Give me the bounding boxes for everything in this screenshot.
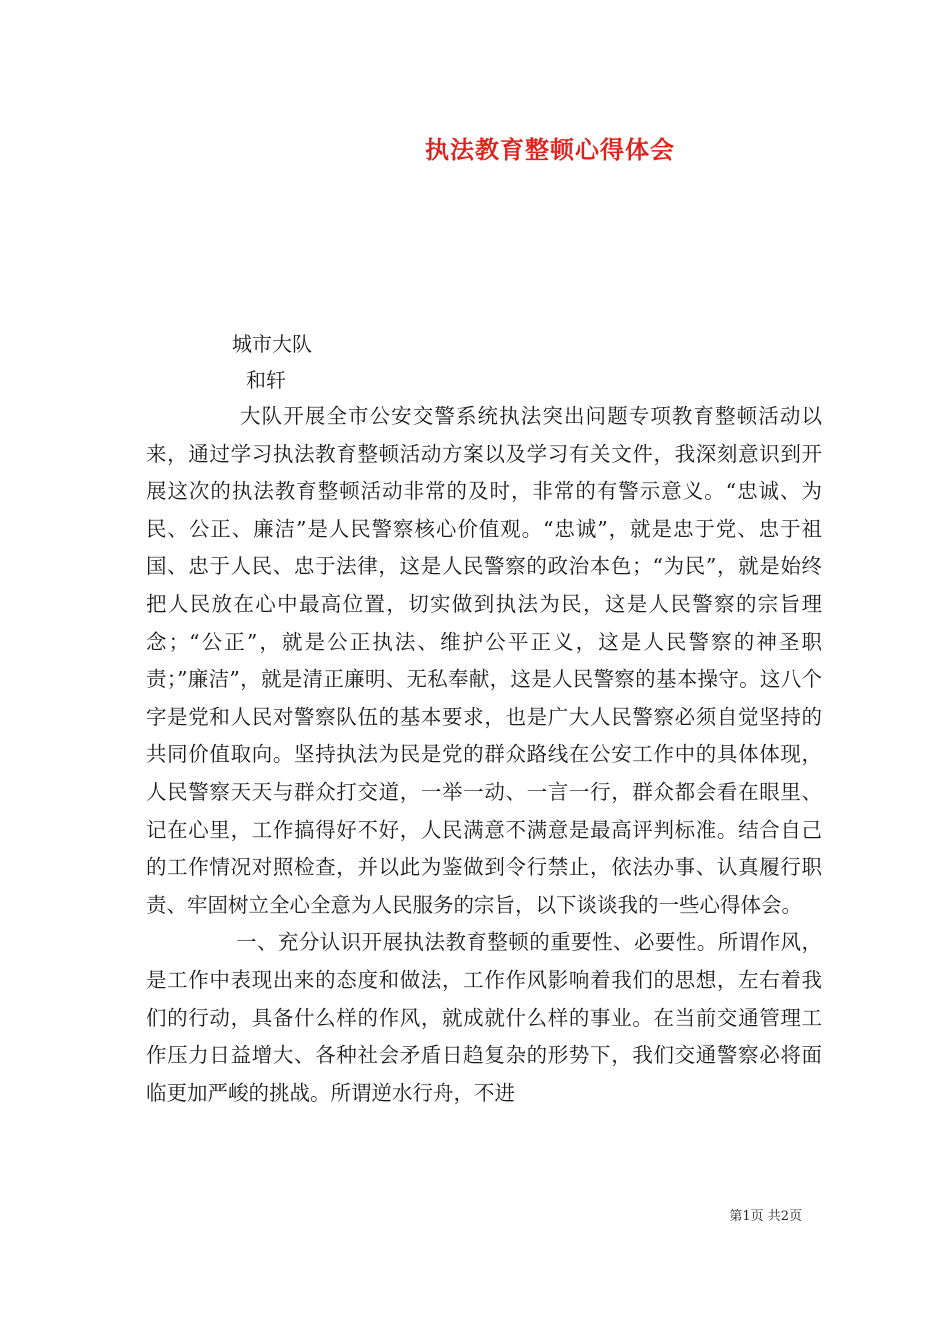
document-body [146,398,822,1112]
body-paragraph: 一、充分认识开展执法教育整顿的重要性、必要性。所谓作风，是工作中表现出来的态度和做法，工作作风影响着我们的思想，左右着我们的行动，具备什么样的作风，就成就什么样的事业。在当前交通管理工作压力日益增大、各种社会矛盾日趋复杂的形势下，我们交通警察必将面临更加严峻的挑战。所谓逆水行舟，不进 [146,930,822,1105]
body-paragraph: 大队开展全市公安交警系统执法突出问题专项教育整顿活动以来，通过学习执法教育整顿活动方案以及学习有关文件，我深刻意识到开展这次的执法教育整顿活动非常的及时，非常的有警示意义。“忠诚、为民、公正、廉洁”是人民警察核心价值观。“忠诚”，就是忠于党、忠于祖国、忠于人民、忠于法律，这是人民警察的政治本色；“为民”，就是始终把人民放在心中最高位置，切实做到执法为民，这是人民警察的宗旨理念；“公正”，就是公正执法、维护公平正义，这是人民警察的神圣职责；”廉洁”，就是清正廉明、无私奉献，这是人民警察的基本操守。这八个字是党和人民对警察队伍的基本要求，也是广大人民警察必须自觉坚持的共同价值取向。坚持执法为民是党的群众路线在公安工作中的具体体现，人民警察天天与群众打交道，一举一动、一言一行，群众都会看在眼里、记在心里，工作搞得好不好，人民满意不满意是最高评判标准。结合自己的工作情况对照检查，并以此为鉴做到令行禁止，依法办事、认真履行职责、牢固树立全心全意为人民服务的宗旨，以下谈谈我的一些心得体会。 [146,404,822,917]
author-name: 和轩 [246,368,286,392]
unit-name: 城市大队 [232,332,312,356]
document-title: 执法教育整顿心得体会 [425,135,675,164]
page-number: 第1页 共2页 [729,1209,802,1224]
